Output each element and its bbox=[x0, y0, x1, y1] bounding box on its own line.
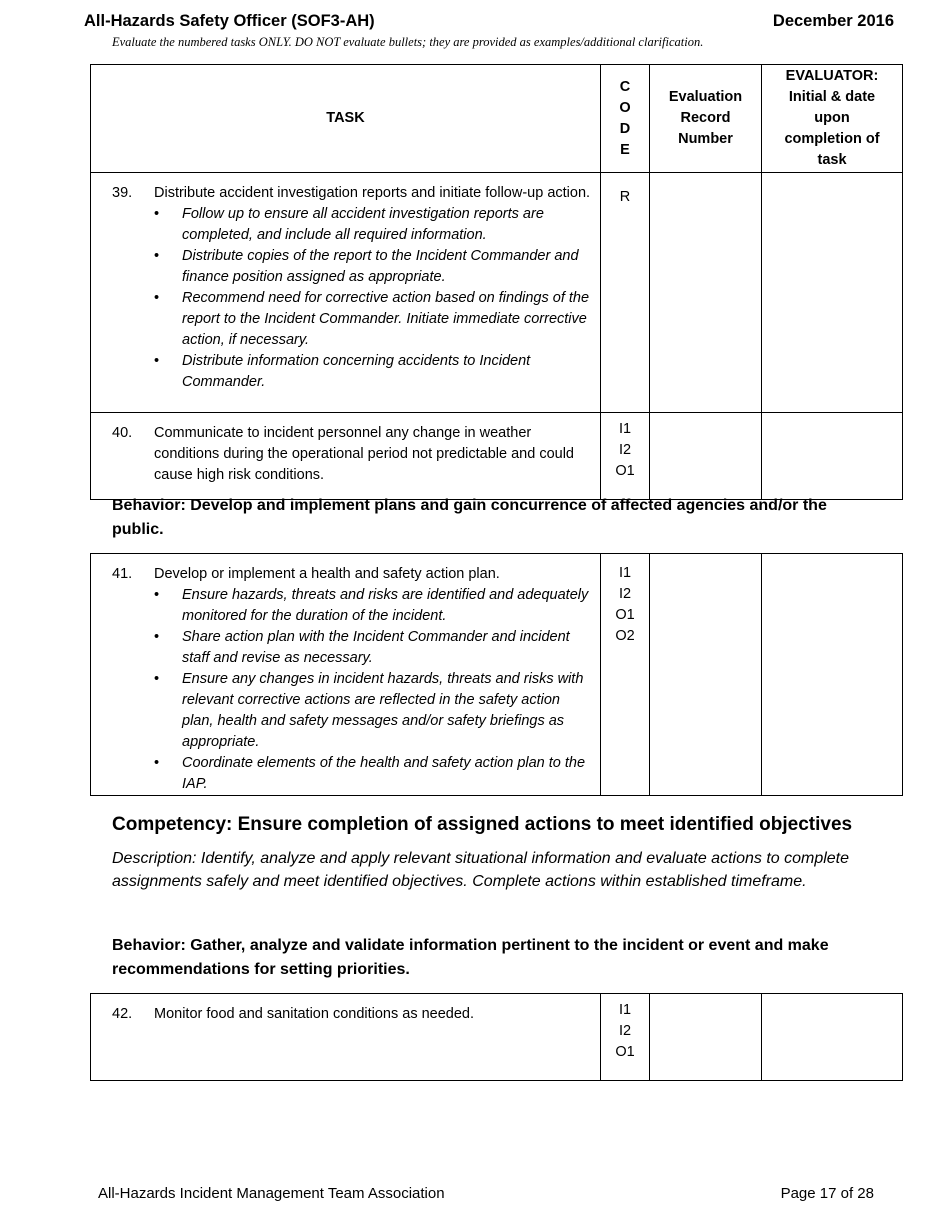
evaluator-initial-cell[interactable] bbox=[762, 413, 903, 500]
task-table-3 bbox=[90, 993, 903, 1081]
competency-description: Description: Identify, analyze and apply relevant situational information and evaluate actions to complete assignments safely and meet identified objectives. Complete actions within established timeframe. bbox=[112, 850, 850, 890]
task-number: 40. bbox=[112, 425, 133, 441]
code-cell bbox=[601, 173, 650, 413]
task-bullets bbox=[112, 585, 592, 795]
code-cell bbox=[601, 994, 650, 1081]
record-header-line: Evaluation bbox=[668, 89, 743, 105]
evaluator-header-line: upon bbox=[814, 110, 850, 126]
document-date: December 2016 bbox=[772, 12, 894, 30]
behavior-statement: Behavior: Develop and implement plans and gain concurrence of affected agencies and/or the public. bbox=[112, 497, 827, 538]
evaluator-header-line: EVALUATOR: bbox=[785, 68, 879, 84]
task-cell bbox=[91, 554, 601, 796]
task-row-42 bbox=[91, 994, 903, 1081]
evaluator-column-header bbox=[762, 65, 903, 173]
task-code: O1 bbox=[615, 1044, 635, 1060]
record-number-cell[interactable] bbox=[650, 994, 762, 1081]
task-bullet: • Recommend need for corrective action based on findings of the report to the Incident Commander. Initiate immediate corrective action, if necessary. bbox=[182, 288, 592, 351]
task-code: I1 bbox=[618, 1002, 632, 1018]
task-bullets bbox=[112, 204, 592, 393]
task-code: I1 bbox=[618, 421, 632, 437]
task-code: O1 bbox=[615, 607, 635, 623]
task-code: R bbox=[619, 189, 631, 205]
task-bullet: • Share action plan with the Incident Commander and incident staff and revise as necessary. bbox=[182, 627, 592, 669]
code-header-letter: E bbox=[620, 141, 630, 158]
task-row-39 bbox=[91, 173, 903, 413]
task-cell bbox=[91, 994, 601, 1081]
record-header-line: Record bbox=[680, 110, 731, 126]
task-text: Develop or implement a health and safety action plan. bbox=[154, 566, 500, 582]
task-column-header: TASK bbox=[91, 65, 601, 173]
task-code: I2 bbox=[618, 442, 632, 458]
task-code: O2 bbox=[615, 628, 635, 644]
record-column-header bbox=[650, 65, 762, 173]
evaluator-header-line: task bbox=[817, 152, 847, 168]
task-bullet: • Distribute copies of the report to the Incident Commander and finance position assigned as appropriate. bbox=[182, 246, 592, 288]
task-table-2 bbox=[90, 553, 903, 796]
document-title: All-Hazards Safety Officer (SOF3-AH) bbox=[84, 12, 375, 30]
task-number: 39. bbox=[112, 185, 133, 201]
behavior-statement: Behavior: Gather, analyze and validate information pertinent to the incident or event and make recommendations for setting priorities. bbox=[112, 937, 829, 978]
task-row-41 bbox=[91, 554, 903, 796]
task-cell bbox=[91, 413, 601, 500]
task-bullet: • Distribute information concerning accidents to Incident Commander. bbox=[182, 351, 592, 393]
task-text: Communicate to incident personnel any change in weather conditions during the operational period not predictable and could cause high risk conditions. bbox=[154, 425, 574, 483]
task-table-1 bbox=[90, 64, 903, 500]
code-cell bbox=[601, 554, 650, 796]
task-number: 42. bbox=[112, 1006, 133, 1022]
task-code: O1 bbox=[615, 463, 635, 479]
competency-heading: Competency: Ensure completion of assigned actions to meet identified objectives bbox=[112, 814, 853, 835]
code-header-letter: O bbox=[619, 99, 631, 116]
code-column-header bbox=[601, 65, 650, 173]
footer-organization: All-Hazards Incident Management Team Association bbox=[98, 1185, 445, 1202]
record-number-cell[interactable] bbox=[650, 554, 762, 796]
task-bullet: • Follow up to ensure all accident investigation reports are completed, and include all required information. bbox=[182, 204, 592, 246]
code-cell bbox=[601, 413, 650, 500]
task-bullet: • Ensure any changes in incident hazards, threats and risks with relevant corrective actions are reflected in the safety action plan, health and safety messages and/or safety briefings as appropriate. bbox=[182, 669, 592, 753]
code-header-letter: D bbox=[619, 120, 631, 137]
record-number-cell[interactable] bbox=[650, 173, 762, 413]
task-text: Distribute accident investigation reports and initiate follow-up action. bbox=[154, 185, 591, 201]
evaluator-initial-cell[interactable] bbox=[762, 554, 903, 796]
task-bullet: • Ensure hazards, threats and risks are identified and adequately monitored for the duration of the incident. bbox=[182, 585, 592, 627]
evaluator-initial-cell[interactable] bbox=[762, 173, 903, 413]
evaluator-initial-cell[interactable] bbox=[762, 994, 903, 1081]
record-number-cell[interactable] bbox=[650, 413, 762, 500]
task-text: Monitor food and sanitation conditions as needed. bbox=[154, 1006, 475, 1022]
record-header-line: Number bbox=[678, 131, 733, 147]
task-code: I2 bbox=[618, 586, 632, 602]
footer-page-number: Page 17 of 28 bbox=[780, 1185, 874, 1202]
task-bullet: • Coordinate elements of the health and safety action plan to the IAP. bbox=[182, 753, 592, 795]
task-code: I2 bbox=[618, 1023, 632, 1039]
table-header-row bbox=[91, 65, 903, 173]
task-number: 41. bbox=[112, 566, 133, 582]
task-row-40 bbox=[91, 413, 903, 500]
code-header-letter: C bbox=[619, 78, 631, 95]
evaluator-header-line: completion of bbox=[784, 131, 880, 147]
task-cell bbox=[91, 173, 601, 413]
task-code: I1 bbox=[618, 565, 632, 581]
evaluation-instruction: Evaluate the numbered tasks ONLY. DO NOT evaluate bullets; they are provided as examples/additional clarification. bbox=[112, 35, 704, 49]
evaluator-header-line: Initial & date bbox=[788, 89, 876, 105]
